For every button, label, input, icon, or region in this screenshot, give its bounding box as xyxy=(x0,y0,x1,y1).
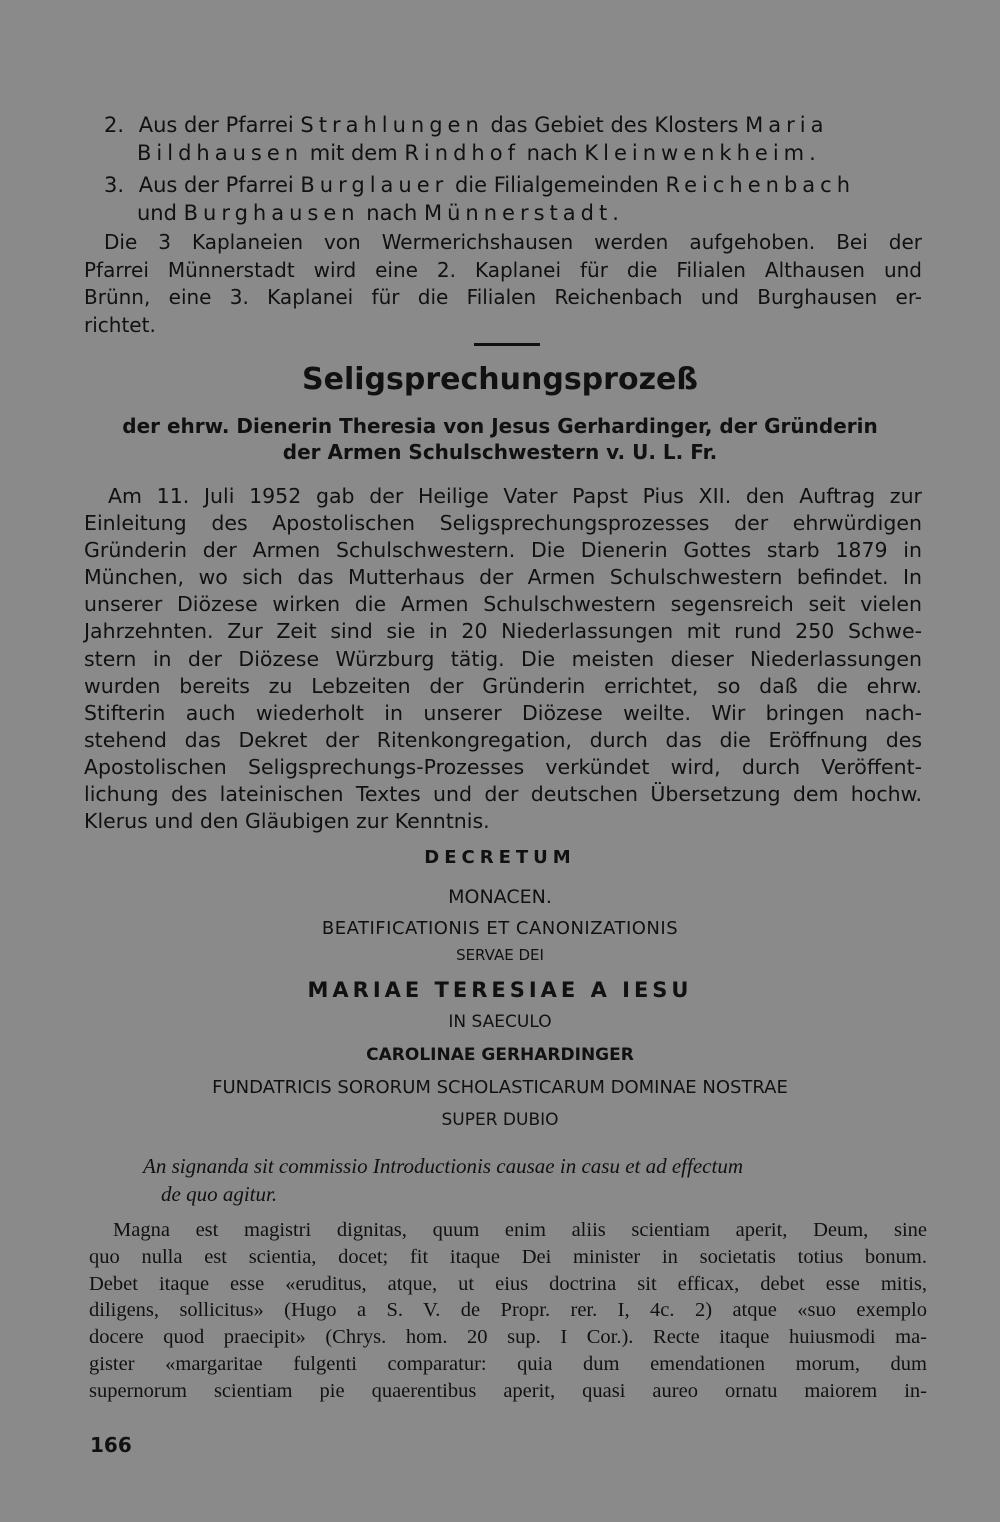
paragraph-line: diligens, sollicitus» (Hugo a S. V. de Propr. rer. I, 4c. 2) atque «suo exemplo xyxy=(89,1299,927,1322)
text: nach xyxy=(519,141,585,165)
text: nach xyxy=(359,201,424,225)
decretum-secular-name: CAROLINAE GERHARDINGER xyxy=(366,1045,634,1065)
text: mit dem xyxy=(303,141,405,165)
list-item-2-line-2 xyxy=(137,139,821,167)
paragraph-line: gister «margaritae fulgenti comparatur: quia dum emendationen morum, dum xyxy=(89,1352,927,1375)
page-number: 166 xyxy=(90,1433,132,1457)
paragraph-line: Einleitung des Apostolischen Seligsprechungsprozesses der ehrwürdigen xyxy=(84,511,922,536)
decretum-heading: DECRETUM xyxy=(424,847,576,868)
paragraph-line: stern in der Diözese Würzburg tätig. Die meisten dieser Niederlassungen xyxy=(84,646,922,671)
decretum-monacen: MONACEN. xyxy=(448,886,552,908)
text: Aus der Pfarrei xyxy=(138,113,301,137)
paragraph-line: Magna est magistri dignitas, quum enim aliis scientiam aperit, Deum, sine xyxy=(113,1219,927,1241)
article-title: Seligsprechungsprozeß xyxy=(302,362,698,397)
paragraph-line: quo nulla est scientia, docet; fit itaque Dei minister in societatis totius bonum. xyxy=(89,1245,927,1268)
paragraph-line: stehend das Dekret der Ritenkongregation, durch das die Eröffnung des xyxy=(84,727,922,752)
text: und xyxy=(137,201,184,225)
list-item-3-line-2 xyxy=(137,199,624,227)
paragraph-line: München, wo sich das Mutterhaus der Armen Schulschwestern befindet. In xyxy=(84,565,922,590)
paragraph-line: Apostolischen Seligsprechungs-Prozesses verkündet wird, durch Veröffent- xyxy=(84,754,922,779)
decretum-beatificationis: BEATIFICATIONIS ET CANONIZATIONIS xyxy=(321,918,679,939)
place-name: Strahlungen xyxy=(300,113,484,137)
list-number: 2. xyxy=(104,113,125,137)
paragraph-line: Brünn, eine 3. Kaplanei für die Filialen Reichenbach und Burghausen er- xyxy=(84,285,922,309)
place-name: Maria xyxy=(745,113,829,137)
place-name: Burglauer xyxy=(300,173,449,197)
decretum-in-saeculo: IN SAECULO xyxy=(448,1012,552,1032)
text: das Gebiet des Klosters xyxy=(483,113,746,137)
paragraph-line: Gründerin der Armen Schulschwestern. Die Dienerin Gottes starb 1879 in xyxy=(84,538,922,563)
paragraph-line: wurden bereits zu Lebzeiten der Gründerin errichtet, so daß die ehrw. xyxy=(84,673,922,698)
paragraph-line: Klerus und den Gläubigen zur Kenntnis. xyxy=(84,809,490,834)
decretum-question-line-2: de quo agitur. xyxy=(161,1182,278,1206)
place-name: Rindhof xyxy=(404,141,520,165)
list-item-3-line-1 xyxy=(104,171,855,199)
paragraph-line: Pfarrei Münnerstadt wird eine 2. Kaplanei für die Filialen Althausen und xyxy=(84,257,922,282)
paragraph-line: supernorum scientiam pie quaerentibus aperit, quasi aureo ornatu maiorem in- xyxy=(89,1379,927,1402)
text: die Filialgemeinden xyxy=(448,173,666,197)
paragraph-line: Am 11. Juli 1952 gab der Heilige Vater Papst Pius XII. den Auftrag zur xyxy=(108,484,922,508)
decretum-servae-dei: SERVAE DEI xyxy=(456,946,544,964)
decretum-question-line-1: An signanda sit commissio Introductionis causae in casu et ad effectum xyxy=(143,1154,743,1178)
section-divider xyxy=(474,343,540,346)
paragraph-line: docere quod praecipit» (Chrys. hom. 20 sup. I Cor.). Recte itaque huiusmodi ma- xyxy=(89,1326,927,1349)
place-name: Bildhausen xyxy=(137,141,304,165)
place-name: Burghausen xyxy=(183,201,360,225)
article-subtitle-line-1: der ehrw. Dienerin Theresia von Jesus Gerhardinger, der Gründerin xyxy=(122,414,878,438)
paragraph-line: Die 3 Kaplaneien von Wermerichshausen werden aufgehoben. Bei der xyxy=(104,230,922,254)
article-subtitle-line-2: der Armen Schulschwestern v. U. L. Fr. xyxy=(282,440,718,464)
decretum-fundatricis: FUNDATRICIS SORORUM SCHOLASTICARUM DOMINAE NOSTRAE xyxy=(212,1077,788,1098)
text: Aus der Pfarrei xyxy=(138,173,301,197)
list-number: 3. xyxy=(104,173,125,197)
list-item-2-line-1 xyxy=(104,111,828,139)
decretum-name: MARIAE TERESIAE A IESU xyxy=(307,978,693,1002)
paragraph-line: richtet. xyxy=(84,312,156,337)
paragraph-line: lichung des lateinischen Textes und der deutschen Übersetzung dem hochw. xyxy=(84,782,922,807)
article-body xyxy=(84,483,922,835)
paragraph-line: Stifterin auch wiederholt in unserer Diözese weilte. Wir bringen nach- xyxy=(84,700,922,725)
paragraph-line: Debet itaque esse «eruditus, atque, ut eius doctrina sit efficax, debet esse mitis, xyxy=(89,1272,927,1295)
decretum-super-dubio: SUPER DUBIO xyxy=(441,1110,559,1130)
place-name: Reichenbach xyxy=(665,173,856,197)
decretum-latin-body xyxy=(89,1217,927,1405)
kaplaneien-paragraph xyxy=(84,229,922,339)
place-name: Münnerstadt. xyxy=(424,201,624,225)
paragraph-line: unserer Diözese wirken die Armen Schulschwestern segensreich seit vielen xyxy=(84,592,922,617)
place-name: Kleinwenkheim. xyxy=(584,141,821,165)
paragraph-line: Jahrzehnten. Zur Zeit sind sie in 20 Niederlassungen mit rund 250 Schwe- xyxy=(84,619,922,644)
